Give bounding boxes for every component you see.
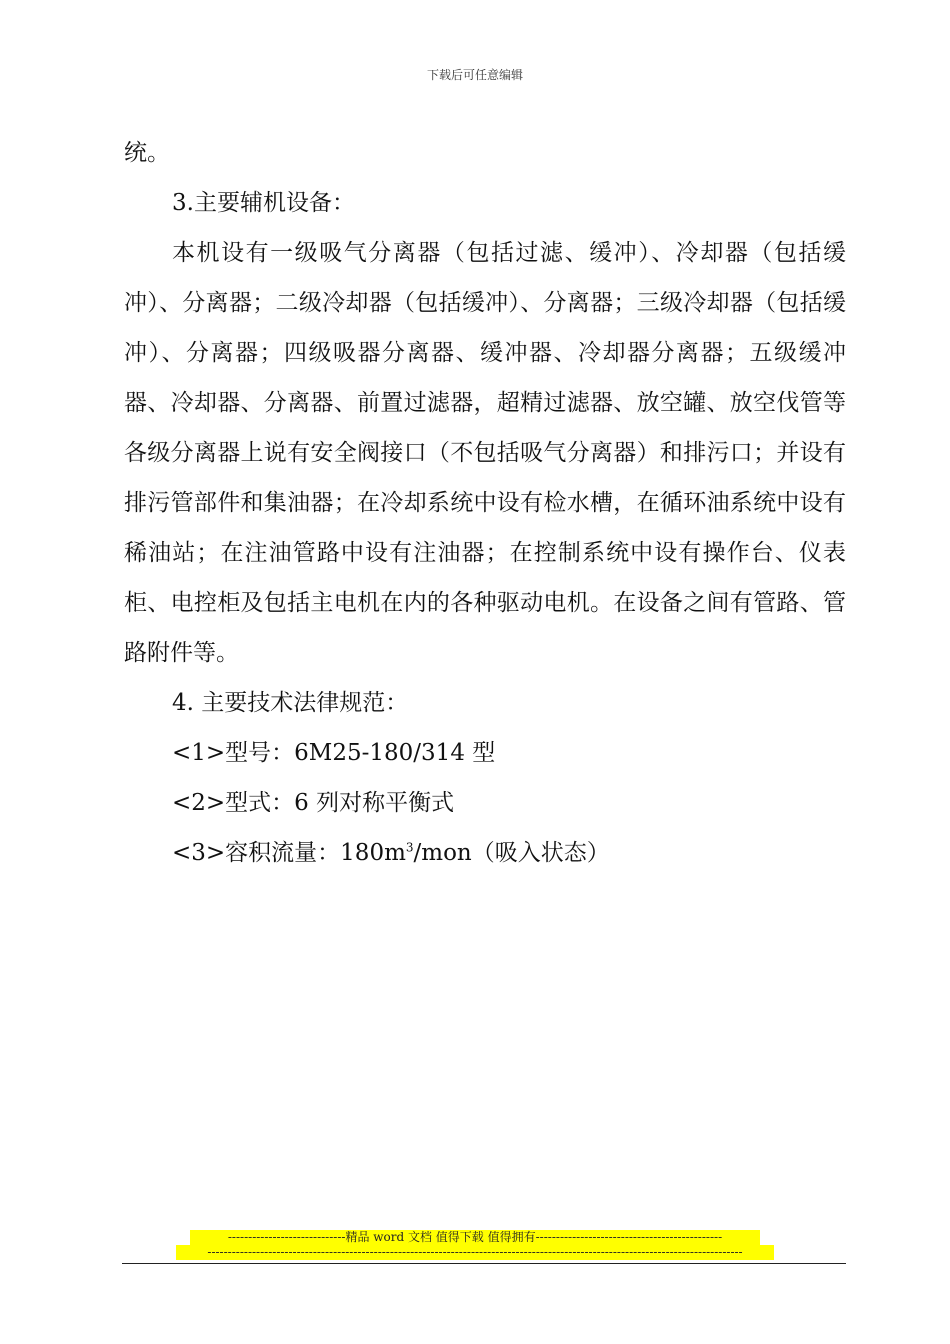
spec-model: <1>型号：6M25-180/314 型 (172, 740, 496, 766)
lead-fragment: 统。 (124, 140, 170, 166)
spec-type: <2>型式：6 列对称平衡式 (172, 790, 455, 816)
spec-flow-superscript: 3 (405, 840, 414, 855)
spec-flow-suffix: /mon（吸入状态） (413, 840, 610, 866)
section-3-heading: 3.主要辅机设备： (172, 190, 355, 216)
spec-flow-prefix: <3>容积流量：180m (172, 840, 406, 866)
section-4-heading: 4. 主要技术法律规范： (172, 690, 409, 716)
footer-dash-text: ------------------------------------------------------------------------------------------------------------------------------------ (176, 1245, 774, 1260)
footer-banner-text: -----------------------------精品 word 文档 值得下载 值得拥有---------------------------------------------- (190, 1230, 760, 1245)
section-3-paragraph: 本机设有一级吸气分离器（包括过滤、缓冲）、冷却器（包括缓冲）、分离器；二级冷却器（包括缓冲）、分离器；三级冷却器（包括缓冲）、分离器；四级吸器分离器、缓冲器、冷却器分离器；五级缓冲器、冷却器、分离器、前置过滤器，超精过滤器、放空罐、放空伐管等各级分离器上说有安全阀接口（不包括吸气分离器）和排污口；并设有排污管部件和集油器；在冷却系统中设有检水槽，在循环油系统中设有稀油站；在注油管路中设有注油器；在控制系统中设有操作台、仪表柜、电控柜及包括主电机在内的各种驱动电机。在设备之间有管路、管路附件等。 (124, 240, 846, 666)
document-body (124, 128, 846, 878)
footer-dash-line (0, 1245, 950, 1264)
footer-rule (122, 1263, 846, 1264)
header-note: 下载后可任意编辑 (426, 68, 523, 82)
spec-flow (124, 828, 846, 878)
